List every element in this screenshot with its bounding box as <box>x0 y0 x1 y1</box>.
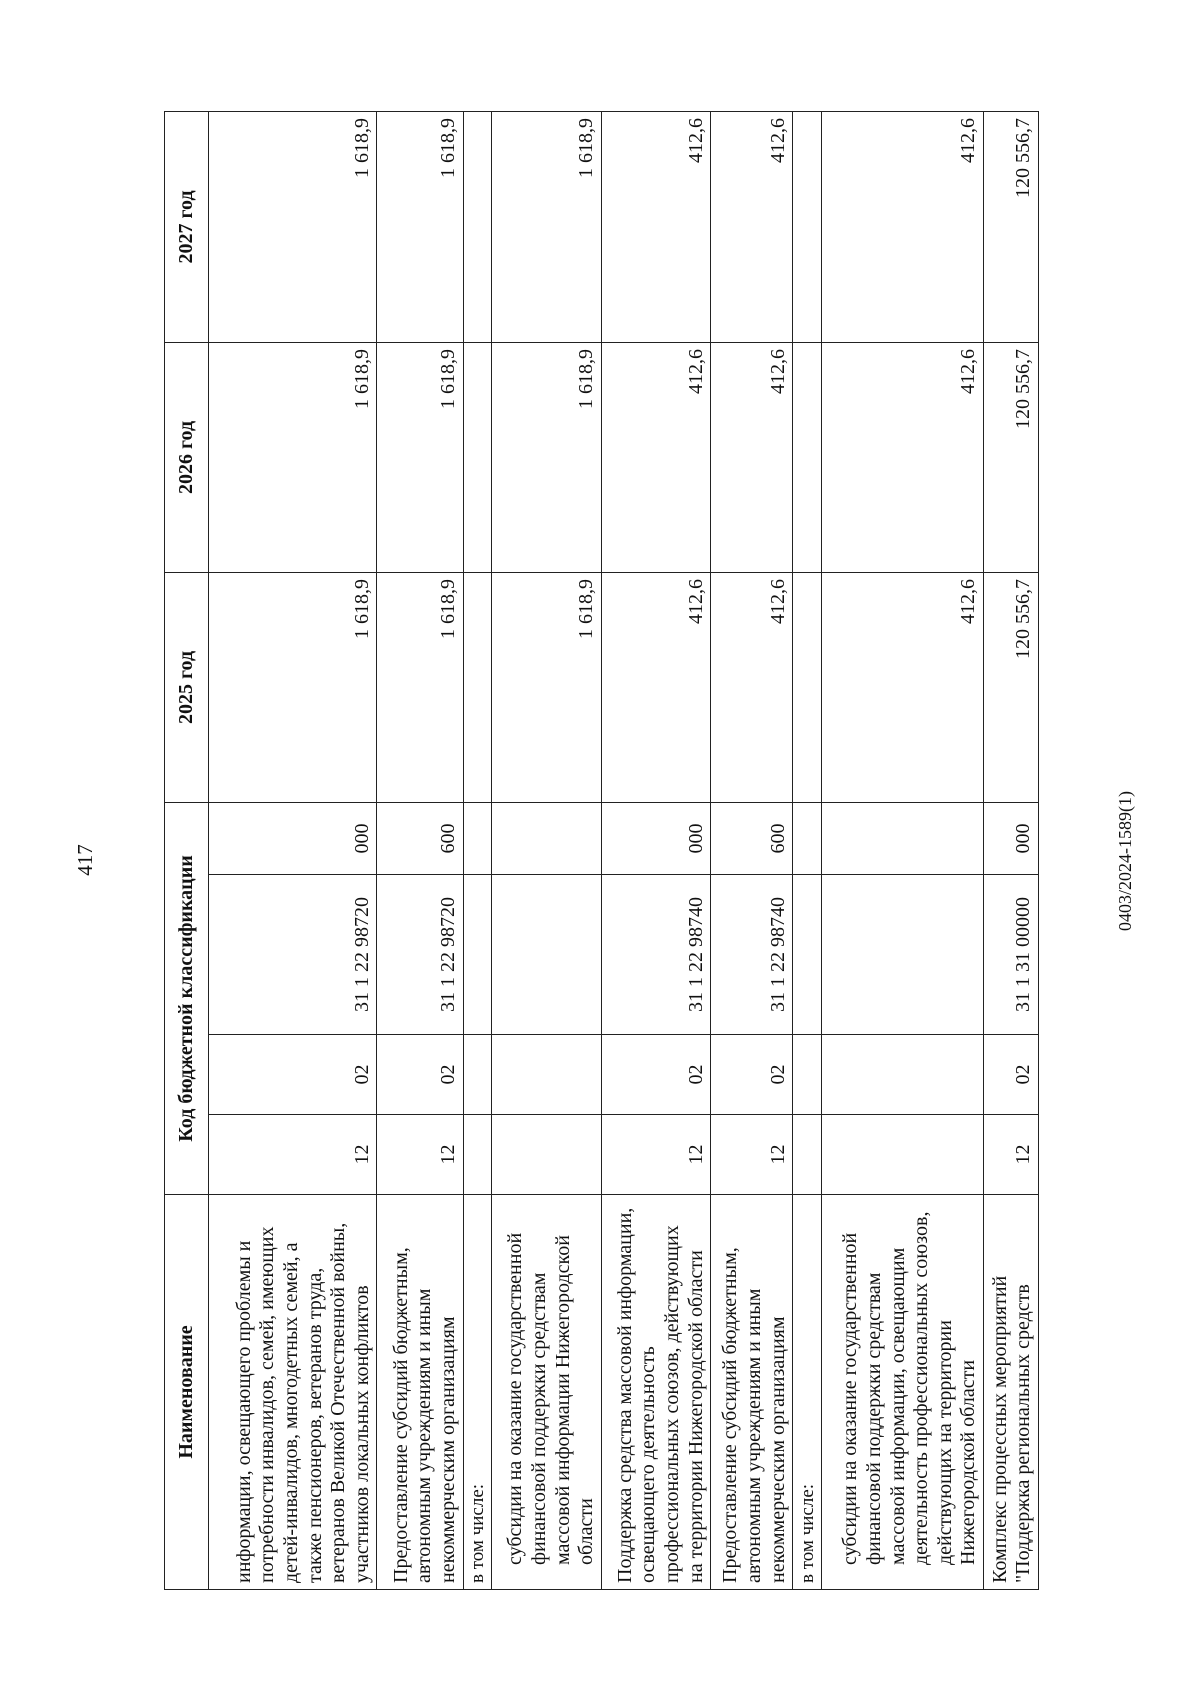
table-row <box>377 111 463 1589</box>
code-expense-type <box>793 802 822 874</box>
table-row <box>463 111 492 1589</box>
header-2026: 2026 год <box>165 342 209 572</box>
code-section <box>793 1115 822 1195</box>
code-expense-type: 000 <box>601 802 710 874</box>
header-code-group: Код бюджетной классификации <box>165 802 209 1194</box>
code-expense-type <box>463 802 492 874</box>
table-row <box>822 111 984 1589</box>
code-target <box>822 875 984 1035</box>
row-name: в том числе: <box>463 1195 492 1590</box>
code-section: 12 <box>209 1115 377 1195</box>
code-target: 31 1 22 98740 <box>601 875 710 1035</box>
code-subsection <box>793 1035 822 1115</box>
value-2026: 412,6 <box>822 342 984 572</box>
value-2025: 412,6 <box>822 572 984 802</box>
code-subsection <box>492 1035 601 1115</box>
code-target <box>793 875 822 1035</box>
table-row <box>984 111 1039 1589</box>
value-2027: 412,6 <box>601 111 710 342</box>
row-name: Предоставление субсидий бюджетным, автономным учреждениям и иным некоммерческим организациям <box>377 1195 463 1590</box>
code-section: 12 <box>601 1115 710 1195</box>
row-name: Комплекс процессных мероприятий "Поддержка региональных средств <box>984 1195 1039 1590</box>
code-subsection: 02 <box>209 1035 377 1115</box>
value-2027 <box>463 111 492 342</box>
row-name: Предоставление субсидий бюджетным, автономным учреждениям и иным некоммерческим организациям <box>711 1195 793 1590</box>
row-name: информации, освещающего проблемы и потребности инвалидов, семей, имеющих детей-инвалидов, многодетных семей, а также пенсионеров, ветеранов труда, ветеранов Великой Отечественной войны, участников локальных конфликтов <box>209 1195 377 1590</box>
value-2026: 120 556,7 <box>984 342 1039 572</box>
value-2025: 1 618,9 <box>209 572 377 802</box>
rotated-table-container <box>164 112 1039 1590</box>
header-name: Наименование <box>165 1195 209 1590</box>
value-2025: 412,6 <box>711 572 793 802</box>
table-row <box>601 111 710 1589</box>
code-target: 31 1 31 00000 <box>984 875 1039 1035</box>
code-subsection: 02 <box>711 1035 793 1115</box>
value-2025 <box>463 572 492 802</box>
value-2027: 412,6 <box>711 111 793 342</box>
row-name: Поддержка средства массовой информации, освещающего деятельность профессиональных союзов, действующих на территории Нижегородской области <box>601 1195 710 1590</box>
header-2025: 2025 год <box>165 572 209 802</box>
header-2027: 2027 год <box>165 111 209 342</box>
page-number: 417 <box>73 844 97 876</box>
value-2027: 1 618,9 <box>209 111 377 342</box>
value-2026 <box>463 342 492 572</box>
code-expense-type <box>822 802 984 874</box>
code-target <box>463 875 492 1035</box>
value-2025 <box>793 572 822 802</box>
table-header-row <box>165 111 209 1589</box>
code-target: 31 1 22 98720 <box>209 875 377 1035</box>
code-subsection: 02 <box>601 1035 710 1115</box>
value-2027: 120 556,7 <box>984 111 1039 342</box>
value-2026 <box>793 342 822 572</box>
code-section <box>492 1115 601 1195</box>
value-2025: 1 618,9 <box>377 572 463 802</box>
code-subsection <box>463 1035 492 1115</box>
code-section: 12 <box>711 1115 793 1195</box>
row-name: субсидии на оказание государственной финансовой поддержки средствам массовой информации Нижегородской области <box>492 1195 601 1590</box>
value-2027: 1 618,9 <box>377 111 463 342</box>
code-section <box>463 1115 492 1195</box>
value-2026: 412,6 <box>711 342 793 572</box>
value-2025: 120 556,7 <box>984 572 1039 802</box>
code-section: 12 <box>984 1115 1039 1195</box>
budget-table <box>164 111 1039 1590</box>
row-name: субсидии на оказание государственной финансовой поддержки средствам массовой информации, освещающим деятельность профессиональных союзов, действующих на территории Нижегородской области <box>822 1195 984 1590</box>
document-code: 0403/2024-1589(1) <box>1115 791 1135 931</box>
table-row <box>209 111 377 1589</box>
table-row <box>711 111 793 1589</box>
code-section <box>822 1115 984 1195</box>
code-target <box>492 875 601 1035</box>
row-name: в том числе: <box>793 1195 822 1590</box>
value-2025: 1 618,9 <box>492 572 601 802</box>
code-target: 31 1 22 98740 <box>711 875 793 1035</box>
code-subsection: 02 <box>984 1035 1039 1115</box>
value-2027: 1 618,9 <box>492 111 601 342</box>
value-2026: 412,6 <box>601 342 710 572</box>
value-2025: 412,6 <box>601 572 710 802</box>
value-2027: 412,6 <box>822 111 984 342</box>
code-section: 12 <box>377 1115 463 1195</box>
table-row <box>492 111 601 1589</box>
code-expense-type: 600 <box>377 802 463 874</box>
code-expense-type: 600 <box>711 802 793 874</box>
value-2027 <box>793 111 822 342</box>
code-subsection: 02 <box>377 1035 463 1115</box>
value-2026: 1 618,9 <box>492 342 601 572</box>
value-2026: 1 618,9 <box>209 342 377 572</box>
code-expense-type: 000 <box>984 802 1039 874</box>
code-expense-type: 000 <box>209 802 377 874</box>
code-subsection <box>822 1035 984 1115</box>
code-expense-type <box>492 802 601 874</box>
code-target: 31 1 22 98720 <box>377 875 463 1035</box>
value-2026: 1 618,9 <box>377 342 463 572</box>
table-row <box>793 111 822 1589</box>
